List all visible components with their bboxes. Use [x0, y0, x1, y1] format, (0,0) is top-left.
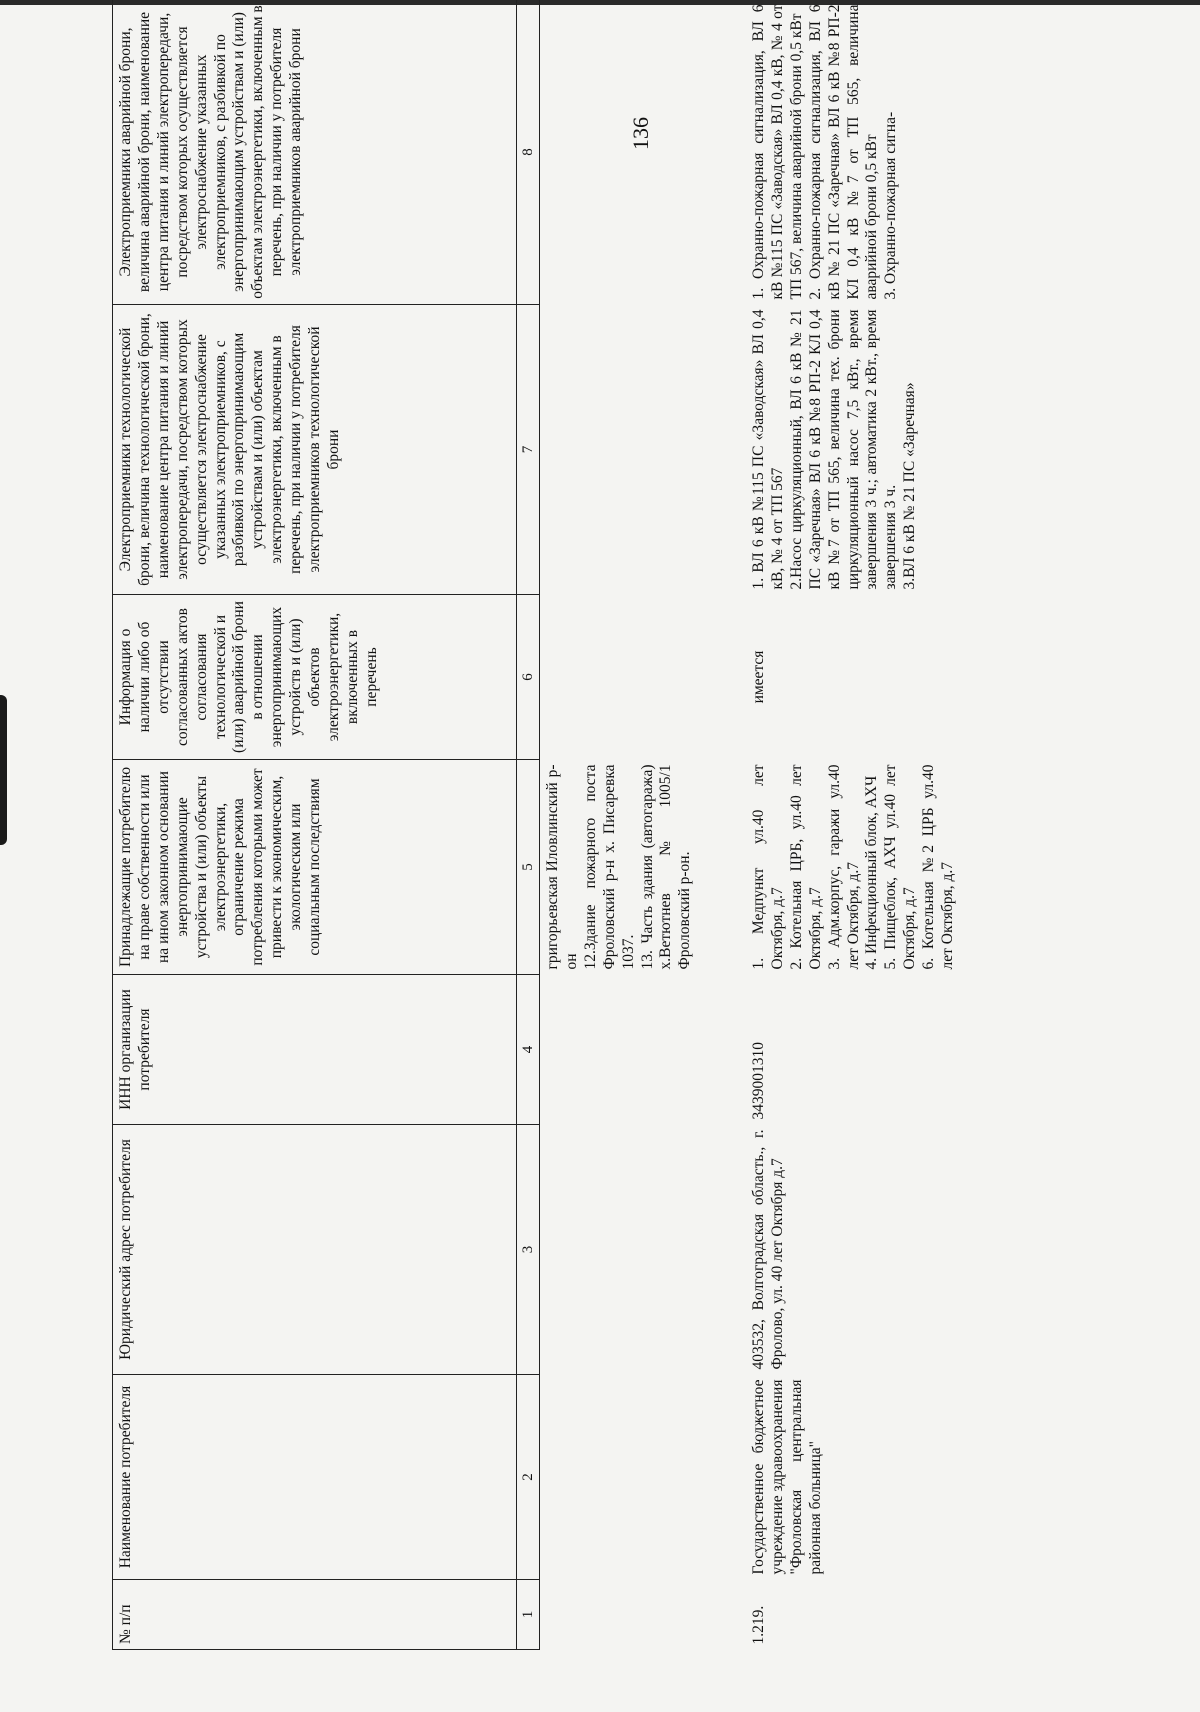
- rotated-table-sheet: [112, 0, 1112, 1650]
- emergency-reserve-cell: 1. Охранно-пожарная сигнализация, ВЛ 6 кВ №115 ПС «Заводская» ВЛ 0,4 кВ, № 4 от ТП 567, величина аварийной брони 0,5 кВт 2. Охранно-пожарная сигнализация, ВЛ 6 кВ № 21 ПС «Заречная» ВЛ 6 кВ №8 РП-2 КЛ 0,4 кВ №7 от ТП 565, величина аварийной брони 0,5 кВт 3. Охранно-пожарная сигна-: [750, 4, 900, 300]
- header-agreement-acts: Информация о наличии либо об отсутствии согласованных актов согласования технологической и (или) аварийной брони в отношении энергопринимающих устройств и (или) объектов электроэнергетики, включенных в перечень: [113, 595, 517, 760]
- row-number-cell: 1.219.: [750, 1605, 767, 1645]
- column-number: 4: [517, 975, 540, 1125]
- agreement-acts-cell: имеется: [750, 650, 767, 704]
- header-owned-devices: Принадлежащие потребителю на праве собственности или на ином законном основании энергопринимающие устройства и (или) объекты электроэнергетики, ограничение режима потребления которыми может привести к экономическим, экологическим или социальным последствиям: [113, 760, 517, 975]
- consumer-reserve-table: [112, 0, 962, 1650]
- binding-hole-mark: [0, 695, 7, 845]
- continuation-objects-cell: григорьевская Иловлинский р-он 12.Здание пожарного поста Фроловский р-н х. Писаревка 1037. 13. Часть здания (автогаража) х.Ветютнев №1005/1 Фроловский р-он.: [544, 764, 694, 970]
- owned-objects-cell: 1. Медпункт ул.40 лет Октября, д.7 2. Котельная ЦРБ, ул.40 лет Октября, д.7 3. Адм.корпус, гаражи ул.40 лет Октября, д.7 4. Инфекционный блок, АХЧ 5. Пищеблок, АХЧ ул.40 лет Октября, д.7 6. Котельная №2 ЦРБ ул.40 лет Октября, д.7: [750, 764, 957, 970]
- page-number: 136: [628, 117, 653, 150]
- header-emergency-reserve: Электроприемники аварийной брони, величина аварийной брони, наименование центра питания и линий электропередачи, посредством которых осуществляется электроснабжение указанных электроприемников, с разбивкой по энергопринимающим устройствам и (или) объектам электроэнергетики, включенным в перечень, при наличии у потребителя электроприемников аварийной брони: [113, 0, 517, 305]
- header-legal-address: Юридический адрес потребителя: [113, 1125, 517, 1375]
- header-consumer-name: Наименование потребителя: [113, 1375, 517, 1580]
- table-row-1219: [728, 0, 962, 1650]
- legal-address-cell: 403532, Волгоградская область., г. Фролово, ул. 40 лет Октября д.7: [750, 1129, 786, 1370]
- table-row-continuation: [540, 0, 729, 1650]
- table-header-row: [113, 0, 517, 1650]
- column-number: 5: [517, 760, 540, 975]
- column-number: 8: [517, 0, 540, 305]
- column-number: 3: [517, 1125, 540, 1375]
- column-number: 2: [517, 1375, 540, 1580]
- column-number: 7: [517, 305, 540, 595]
- consumer-name-cell: Государственное бюджетное учреждение здравоохранения "Фроловская центральная районная больница": [750, 1379, 824, 1575]
- column-number: 1: [517, 1580, 540, 1650]
- column-number: 6: [517, 595, 540, 760]
- inn-cell: 3439001310: [750, 1042, 767, 1120]
- header-technological-reserve: Электроприемники технологической брони, величина технологической брони, наименование центра питания и линий электропередачи, посредством которых осуществляется электроснабжение указанных электроприемников, с разбивкой по энергопринимающим устройствам и (или) объектам электроэнергетики, включенным в перечень, при наличии у потребителя электроприемников технологической брони: [113, 305, 517, 595]
- column-number-row: [517, 0, 540, 1650]
- header-inn: ИНН организации потребителя: [113, 975, 517, 1125]
- technological-reserve-cell: 1. ВЛ 6 кВ №115 ПС «Заводская» ВЛ 0,4 кВ, № 4 от ТП 567 2.Насос циркуляционный, ВЛ 6 кВ № 21 ПС «Заречная» ВЛ 6 кВ №8 РП-2 КЛ 0,4 кВ №7 от ТП 565, величина тех. брони циркуляционный насос 7,5 кВт., время завершения 3 ч.; автоматика 2 кВт., время завершения 3 ч. 3.ВЛ 6 кВ № 21 ПС «Заречная»: [750, 309, 919, 590]
- header-number: № п/п: [113, 1580, 517, 1650]
